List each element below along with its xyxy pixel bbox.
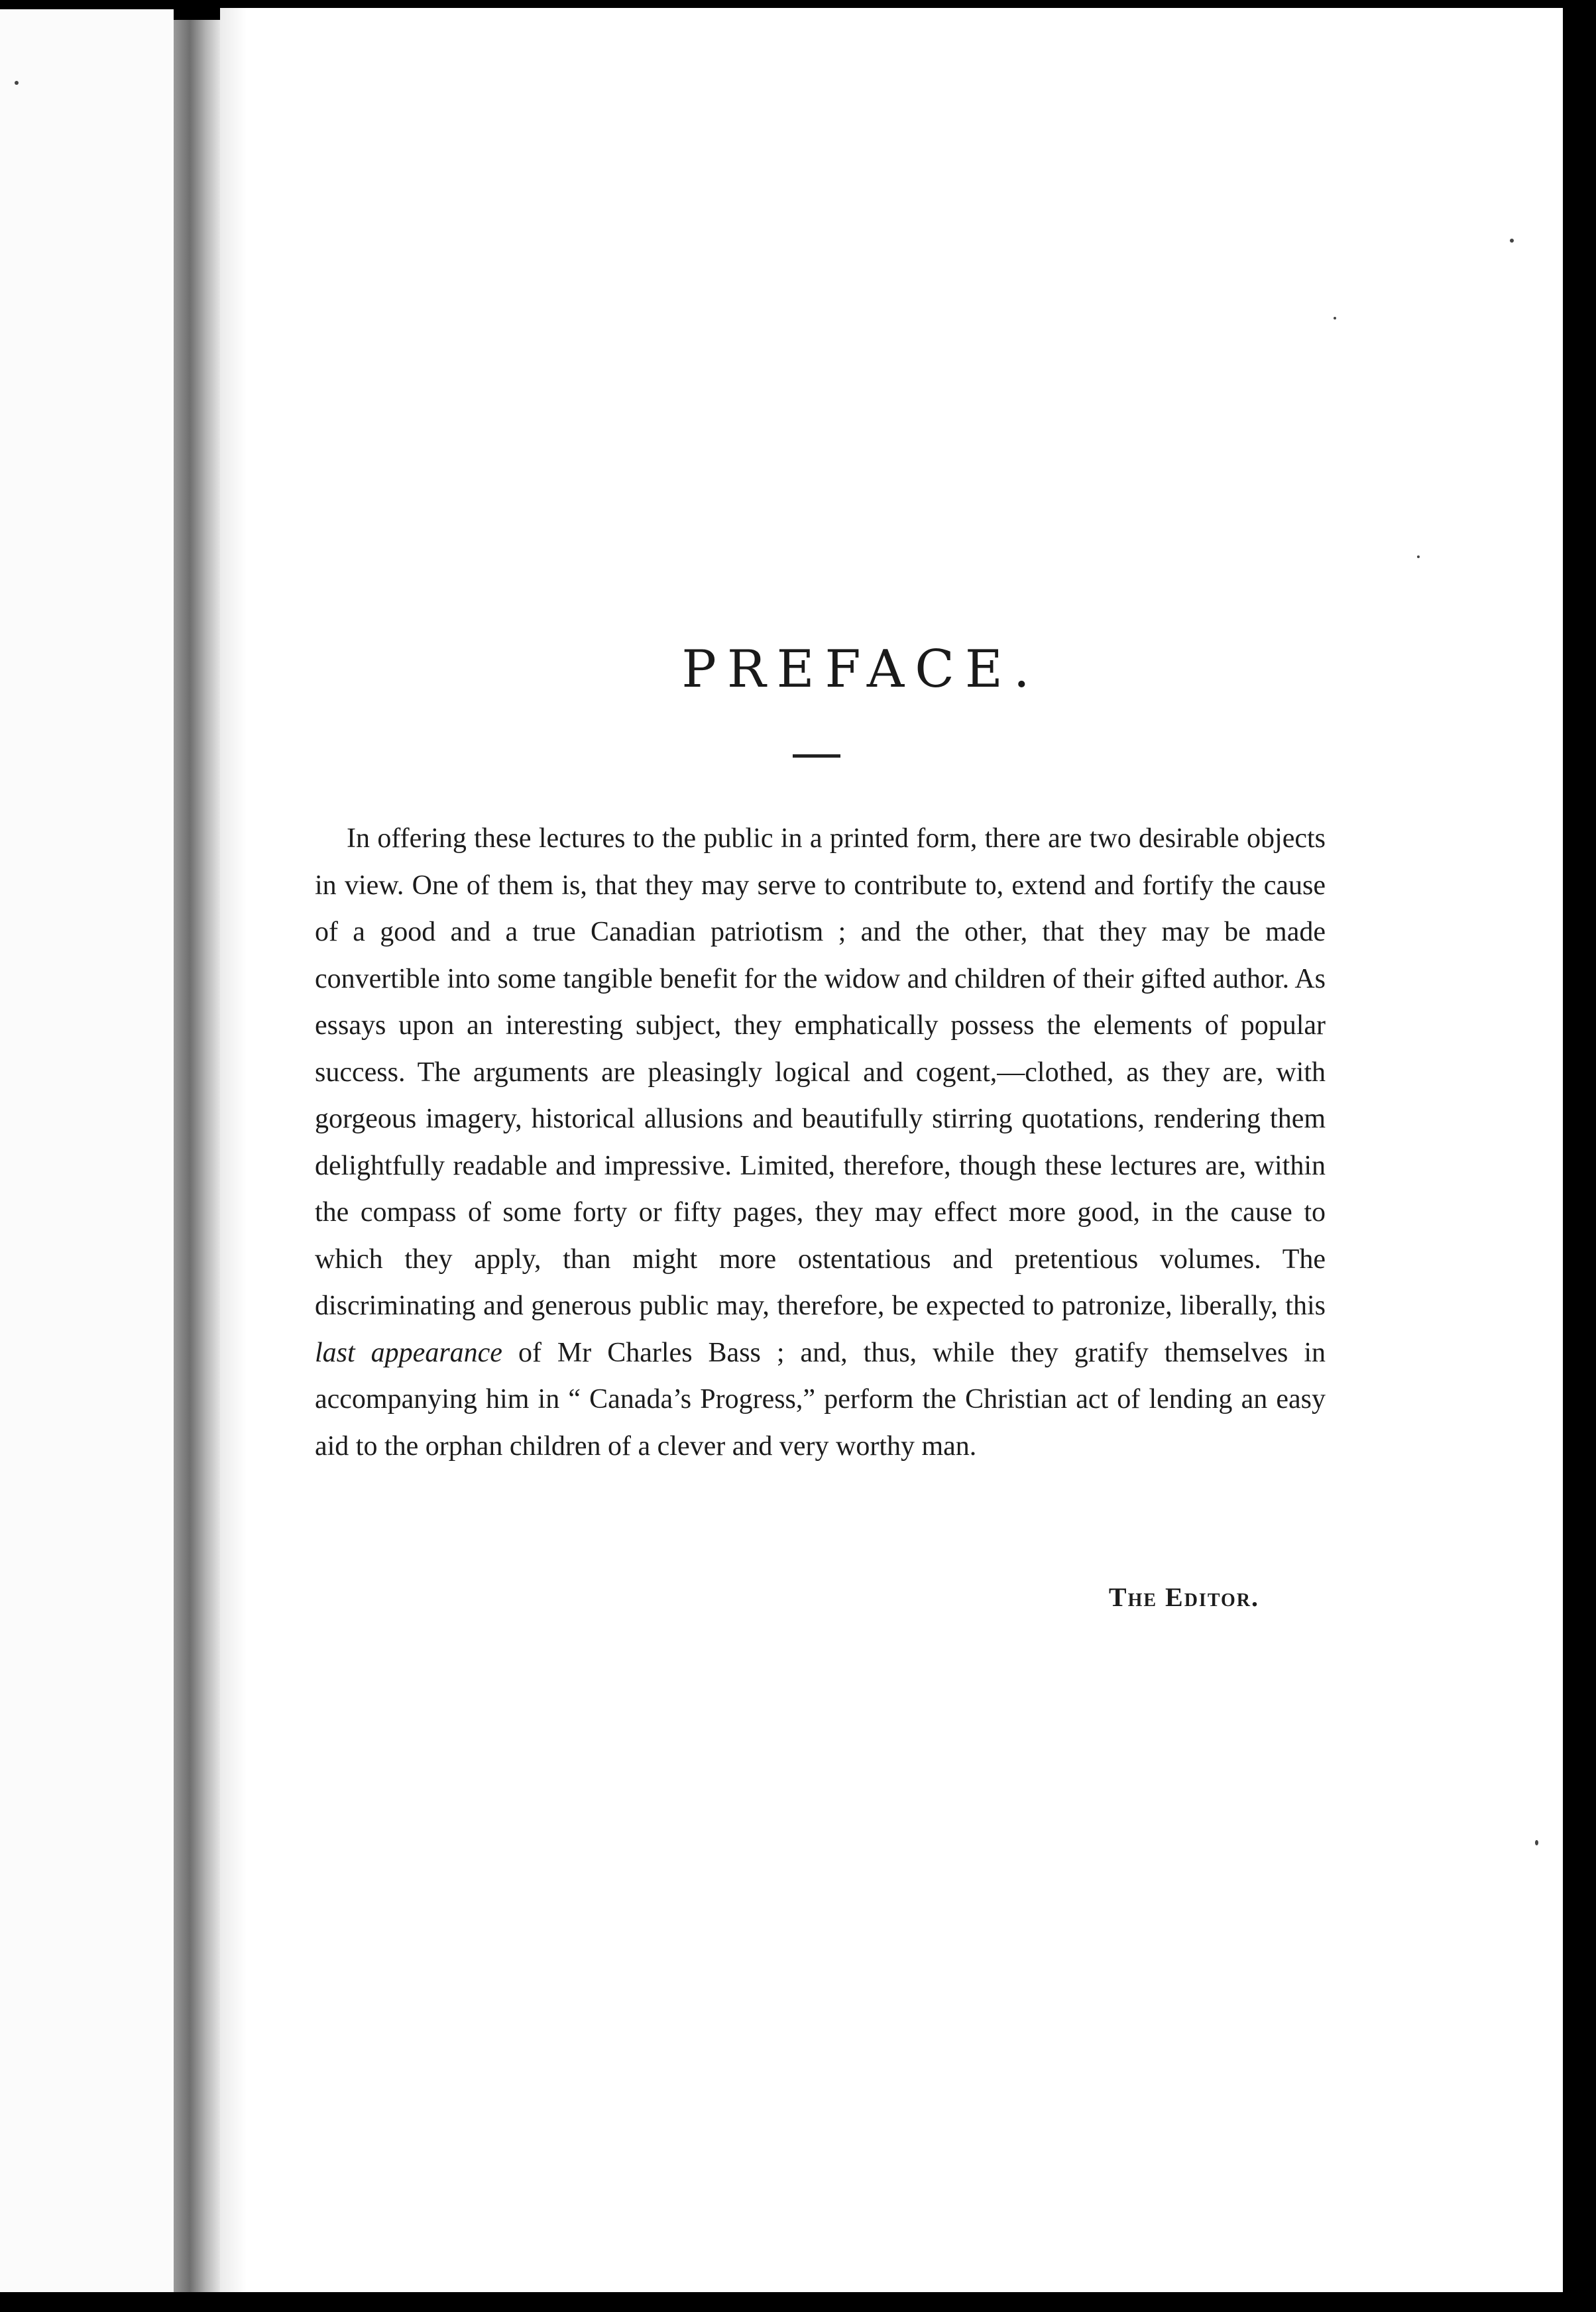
book-gutter <box>174 20 220 2292</box>
preface-text-part2: of Mr Charles Bass ; and, thus, while they gratify themselves in accompanying him in “ Canada’s Progress,” perform the Christian act of lending an easy aid to the orphan children of a clever and very worthy man. <box>315 1337 1326 1462</box>
page-title: PREFACE. <box>681 640 1041 699</box>
preface-text-part1: In offering these lectures to the public in a printed form, there are two desirable objects in view. One of them is, that they may serve to contribute to, extend and fortify the cause of a good and a true Canadian patriotism ; and the other, that they may be made convertible into some tangible benefit for the widow and children of their gifted author. As essays upon an interesting subject, they emphatically possess the elements of popular success. The arguments are pleasingly logical and cogent,—clothed, as they are, with gorgeous imagery, historical allusions and beautifully stirring quotations, rendering them delightfully readable and impressive. Limited, therefore, though these lectures are, within the compass of some forty or fifty pages, they may effect more good, in the cause to which they apply, than might more ostentatious and pretentious volumes. The discriminating and generous public may, therefore, be expected to patronize, liberally, this <box>315 823 1326 1321</box>
editor-signature: The Editor. <box>1108 1582 1259 1612</box>
dust-speck <box>1334 317 1336 319</box>
bottom-scan-border <box>0 2292 1596 2312</box>
dust-speck <box>1535 1840 1538 1845</box>
dust-speck <box>15 81 19 85</box>
left-page-edge <box>0 9 174 2292</box>
preface-paragraph <box>315 815 1326 1470</box>
dust-speck <box>1417 555 1420 558</box>
gutter-shadow <box>220 8 247 2296</box>
right-scan-border <box>1563 8 1596 2312</box>
dust-speck <box>1510 239 1514 243</box>
title-rule <box>793 754 840 758</box>
preface-text-italic: last appearance <box>315 1337 502 1368</box>
